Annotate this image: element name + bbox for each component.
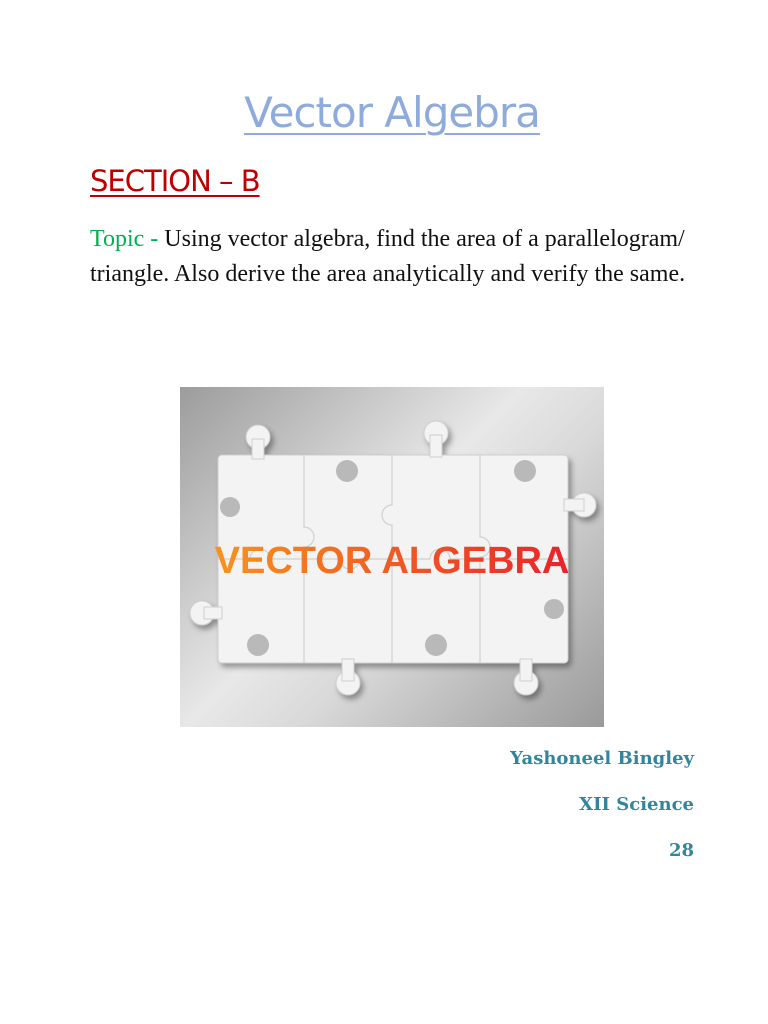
author-name: Yashoneel Bingley [510, 748, 694, 769]
page-title: Vector Algebra [244, 88, 540, 137]
roll-number: 28 [668, 840, 694, 861]
puzzle-image [180, 387, 604, 727]
puzzle-icon [180, 387, 604, 727]
author-class: XII Science [579, 794, 694, 815]
section-heading: SECTION – B [90, 164, 260, 198]
topic-text: Using vector algebra, find the area of a parallelogram/ triangle. Also derive the area analytically and verify the same. [90, 226, 686, 287]
figure-text: VECTOR ALGEBRA [214, 540, 570, 582]
topic-label: Topic - [90, 226, 165, 252]
topic-paragraph [90, 222, 690, 292]
